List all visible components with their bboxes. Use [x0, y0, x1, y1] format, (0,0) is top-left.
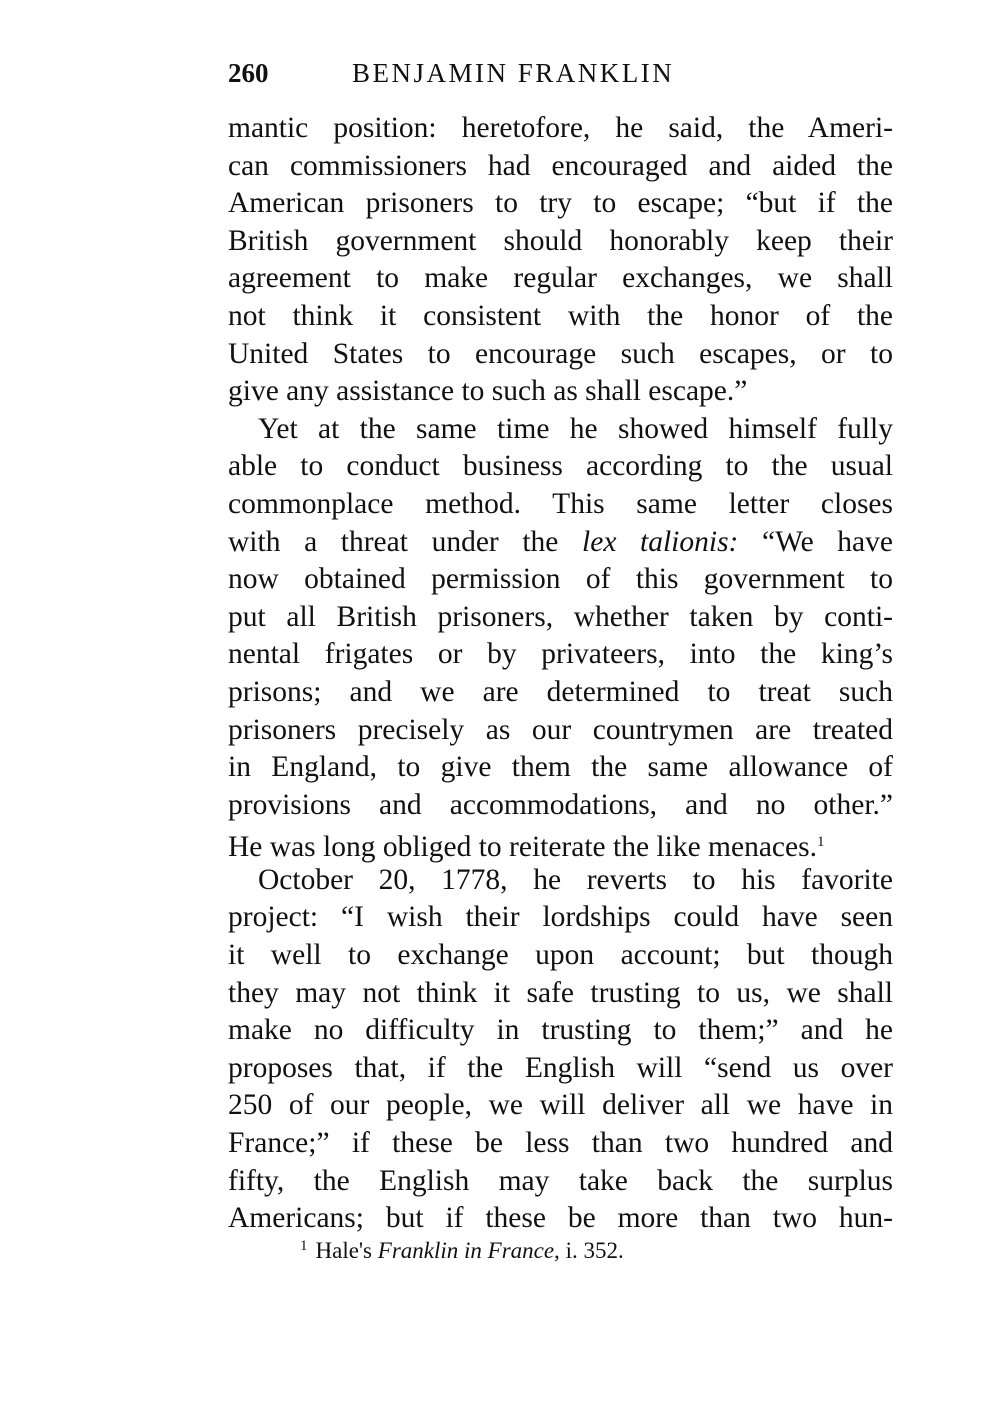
text-line: provisions and accommodations, and no other.” — [228, 788, 893, 821]
text-line: now obtained permission of this government to — [228, 563, 893, 596]
footnote-prefix: Hale's — [315, 1238, 373, 1263]
text-line: make no difficulty in trusting to them;” and he — [228, 1014, 893, 1047]
text-line: they may not think it safe trusting to us, we shall — [228, 976, 893, 1009]
text-line: prisons; and we are determined to treat such — [228, 675, 893, 708]
text-line: put all British prisoners, whether taken by conti- — [228, 600, 893, 633]
text-line: 250 of our people, we will deliver all we have in — [228, 1089, 893, 1122]
footnote-marker: 1 — [300, 1238, 308, 1254]
text-line: British government should honorably keep their — [228, 224, 893, 257]
text-line-with-italic — [228, 524, 893, 562]
text-segment: “We have — [762, 525, 893, 558]
text-line: commonplace method. This same letter closes — [228, 487, 893, 520]
footnote-suffix: i. 352. — [565, 1238, 624, 1263]
page-header — [228, 58, 893, 94]
text-segment: He was long obliged to reiterate the like menaces. — [228, 831, 817, 864]
italic-phrase: lex talionis: — [582, 525, 739, 558]
text-line: in England, to give them the same allowance of — [228, 751, 893, 784]
text-line: able to conduct business according to the usual — [228, 450, 893, 483]
text-segment: with a threat under the — [228, 525, 559, 558]
footnote-title: Franklin in France, — [377, 1238, 560, 1263]
text-line: American prisoners to try to escape; “but if the — [228, 187, 893, 220]
text-line: nental frigates or by privateers, into the king’s — [228, 638, 893, 671]
text-line: it well to exchange upon account; but though — [228, 939, 893, 972]
text-line: proposes that, if the English will “send us over — [228, 1051, 893, 1084]
text-line: United States to encourage such escapes, or to — [228, 337, 893, 370]
paragraph-start-line: Yet at the same time he showed himself fully — [258, 412, 893, 445]
paragraph-start-line: October 20, 1778, he reverts to his favorite — [258, 863, 893, 896]
text-line: give any assistance to such as shall escape.” — [228, 375, 748, 408]
body-text — [228, 110, 893, 1238]
text-line: can commissioners had encouraged and aided the — [228, 149, 893, 182]
text-line: project: “I wish their lordships could have seen — [228, 901, 893, 934]
footnote — [300, 1238, 624, 1264]
text-line: agreement to make regular exchanges, we shall — [228, 262, 893, 295]
footnote-reference[interactable]: 1 — [816, 834, 825, 851]
text-line: Americans; but if these be more than two hun- — [228, 1202, 893, 1235]
text-line: not think it consistent with the honor of the — [228, 299, 893, 332]
running-head: BENJAMIN FRANKLIN — [352, 58, 675, 88]
text-line: France;” if these be less than two hundred and — [228, 1127, 893, 1160]
page-number: 260 — [228, 58, 269, 88]
text-line: mantic position: heretofore, he said, the Ameri- — [228, 112, 893, 144]
text-line-with-footnote-ref — [228, 824, 893, 862]
text-line: prisoners precisely as our countrymen are treated — [228, 713, 893, 746]
text-line: fifty, the English may take back the surplus — [228, 1164, 893, 1197]
